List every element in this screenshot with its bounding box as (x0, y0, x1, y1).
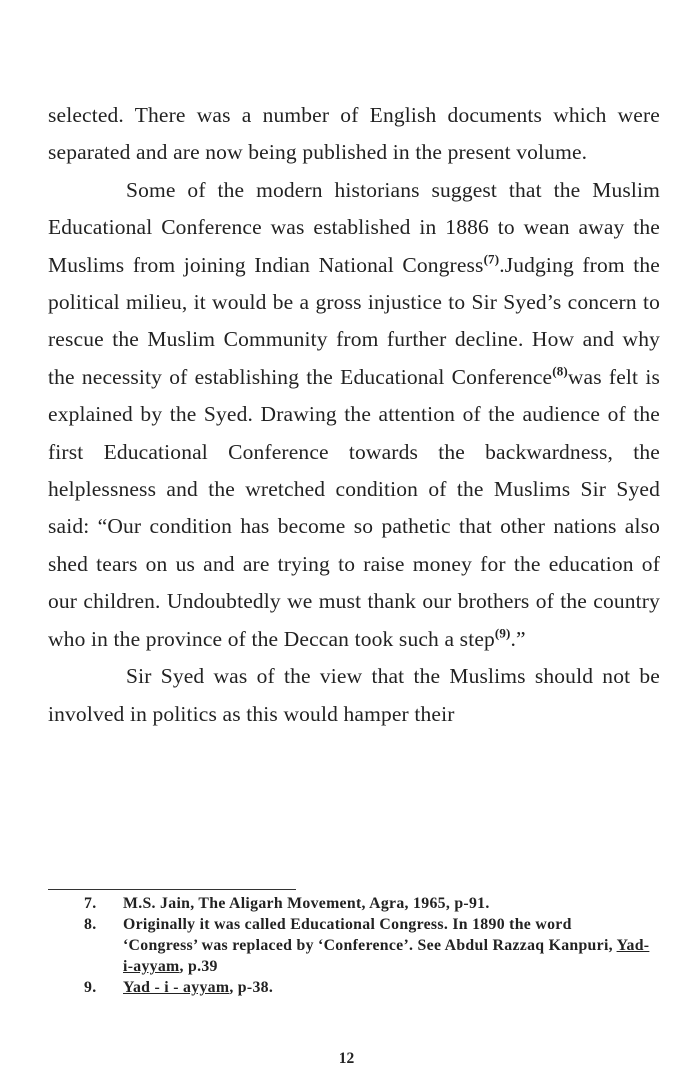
footnote-9 (84, 977, 650, 998)
footnote-7 (84, 893, 650, 914)
footnote-text: Originally it was called Educational Congress. In 1890 the word ‘Congress’ was replaced by ‘Conference’. See Abdul Razzaq Kanpuri, (123, 916, 617, 954)
footnote-ref-8: (8) (552, 363, 568, 379)
page-number: 12 (338, 1050, 355, 1067)
footnote-ref-9: (9) (494, 625, 511, 641)
footnote-page-ref: , p-38. (229, 979, 274, 996)
body-text (48, 97, 660, 733)
footnote-number: 8. (84, 916, 97, 933)
paragraph-2-part-a: Some of the modern historians suggest that the Muslim Educational Conference was established in 1886 to wean away the Muslims from joining Indian National Congress (48, 177, 660, 277)
footnotes (84, 893, 650, 998)
footnote-text: M.S. Jain, The Aligarh Movement, Agra, 1965, p-91. (123, 895, 490, 912)
footnote-divider (48, 889, 296, 890)
footnote-ref-7: (7) (483, 251, 500, 267)
footnote-page-ref: , p.39 (179, 958, 218, 975)
paragraph-3: Sir Syed was of the view that the Muslims should not be involved in politics as this would hamper their (48, 664, 660, 726)
footnote-book-title: Yad-i-ayyam (123, 937, 650, 975)
paragraph-2-part-d: .” (510, 626, 526, 651)
footnote-number: 7. (84, 895, 97, 912)
paragraph-2-part-b: .Judging from the political milieu, it would be a gross injustice to Sir Syed’s concern to rescue the Muslim Community from further decline. How and why the necessity of establishing the Educational Conference (48, 252, 661, 389)
footnote-8 (84, 914, 650, 977)
paragraph-2-part-c: was felt is explained by the Syed. Drawing the attention of the audience of the first Educational Conference towards the backwardness, the helplessness and the wretched condition of the Muslims Sir Syed said: “Our condition has become so pathetic that other nations also shed tears on us and are trying to raise money for the education of our children. Undoubtedly we must thank our brothers of the country who in the province of the Deccan took such a step (48, 364, 660, 651)
footnote-number: 9. (84, 979, 97, 996)
paragraph-2 (48, 172, 660, 658)
paragraph-1: selected. There was a number of English documents which were separated and are now being published in the present volume. (48, 103, 660, 165)
footnote-book-title: Yad - i - ayyam (123, 979, 230, 996)
